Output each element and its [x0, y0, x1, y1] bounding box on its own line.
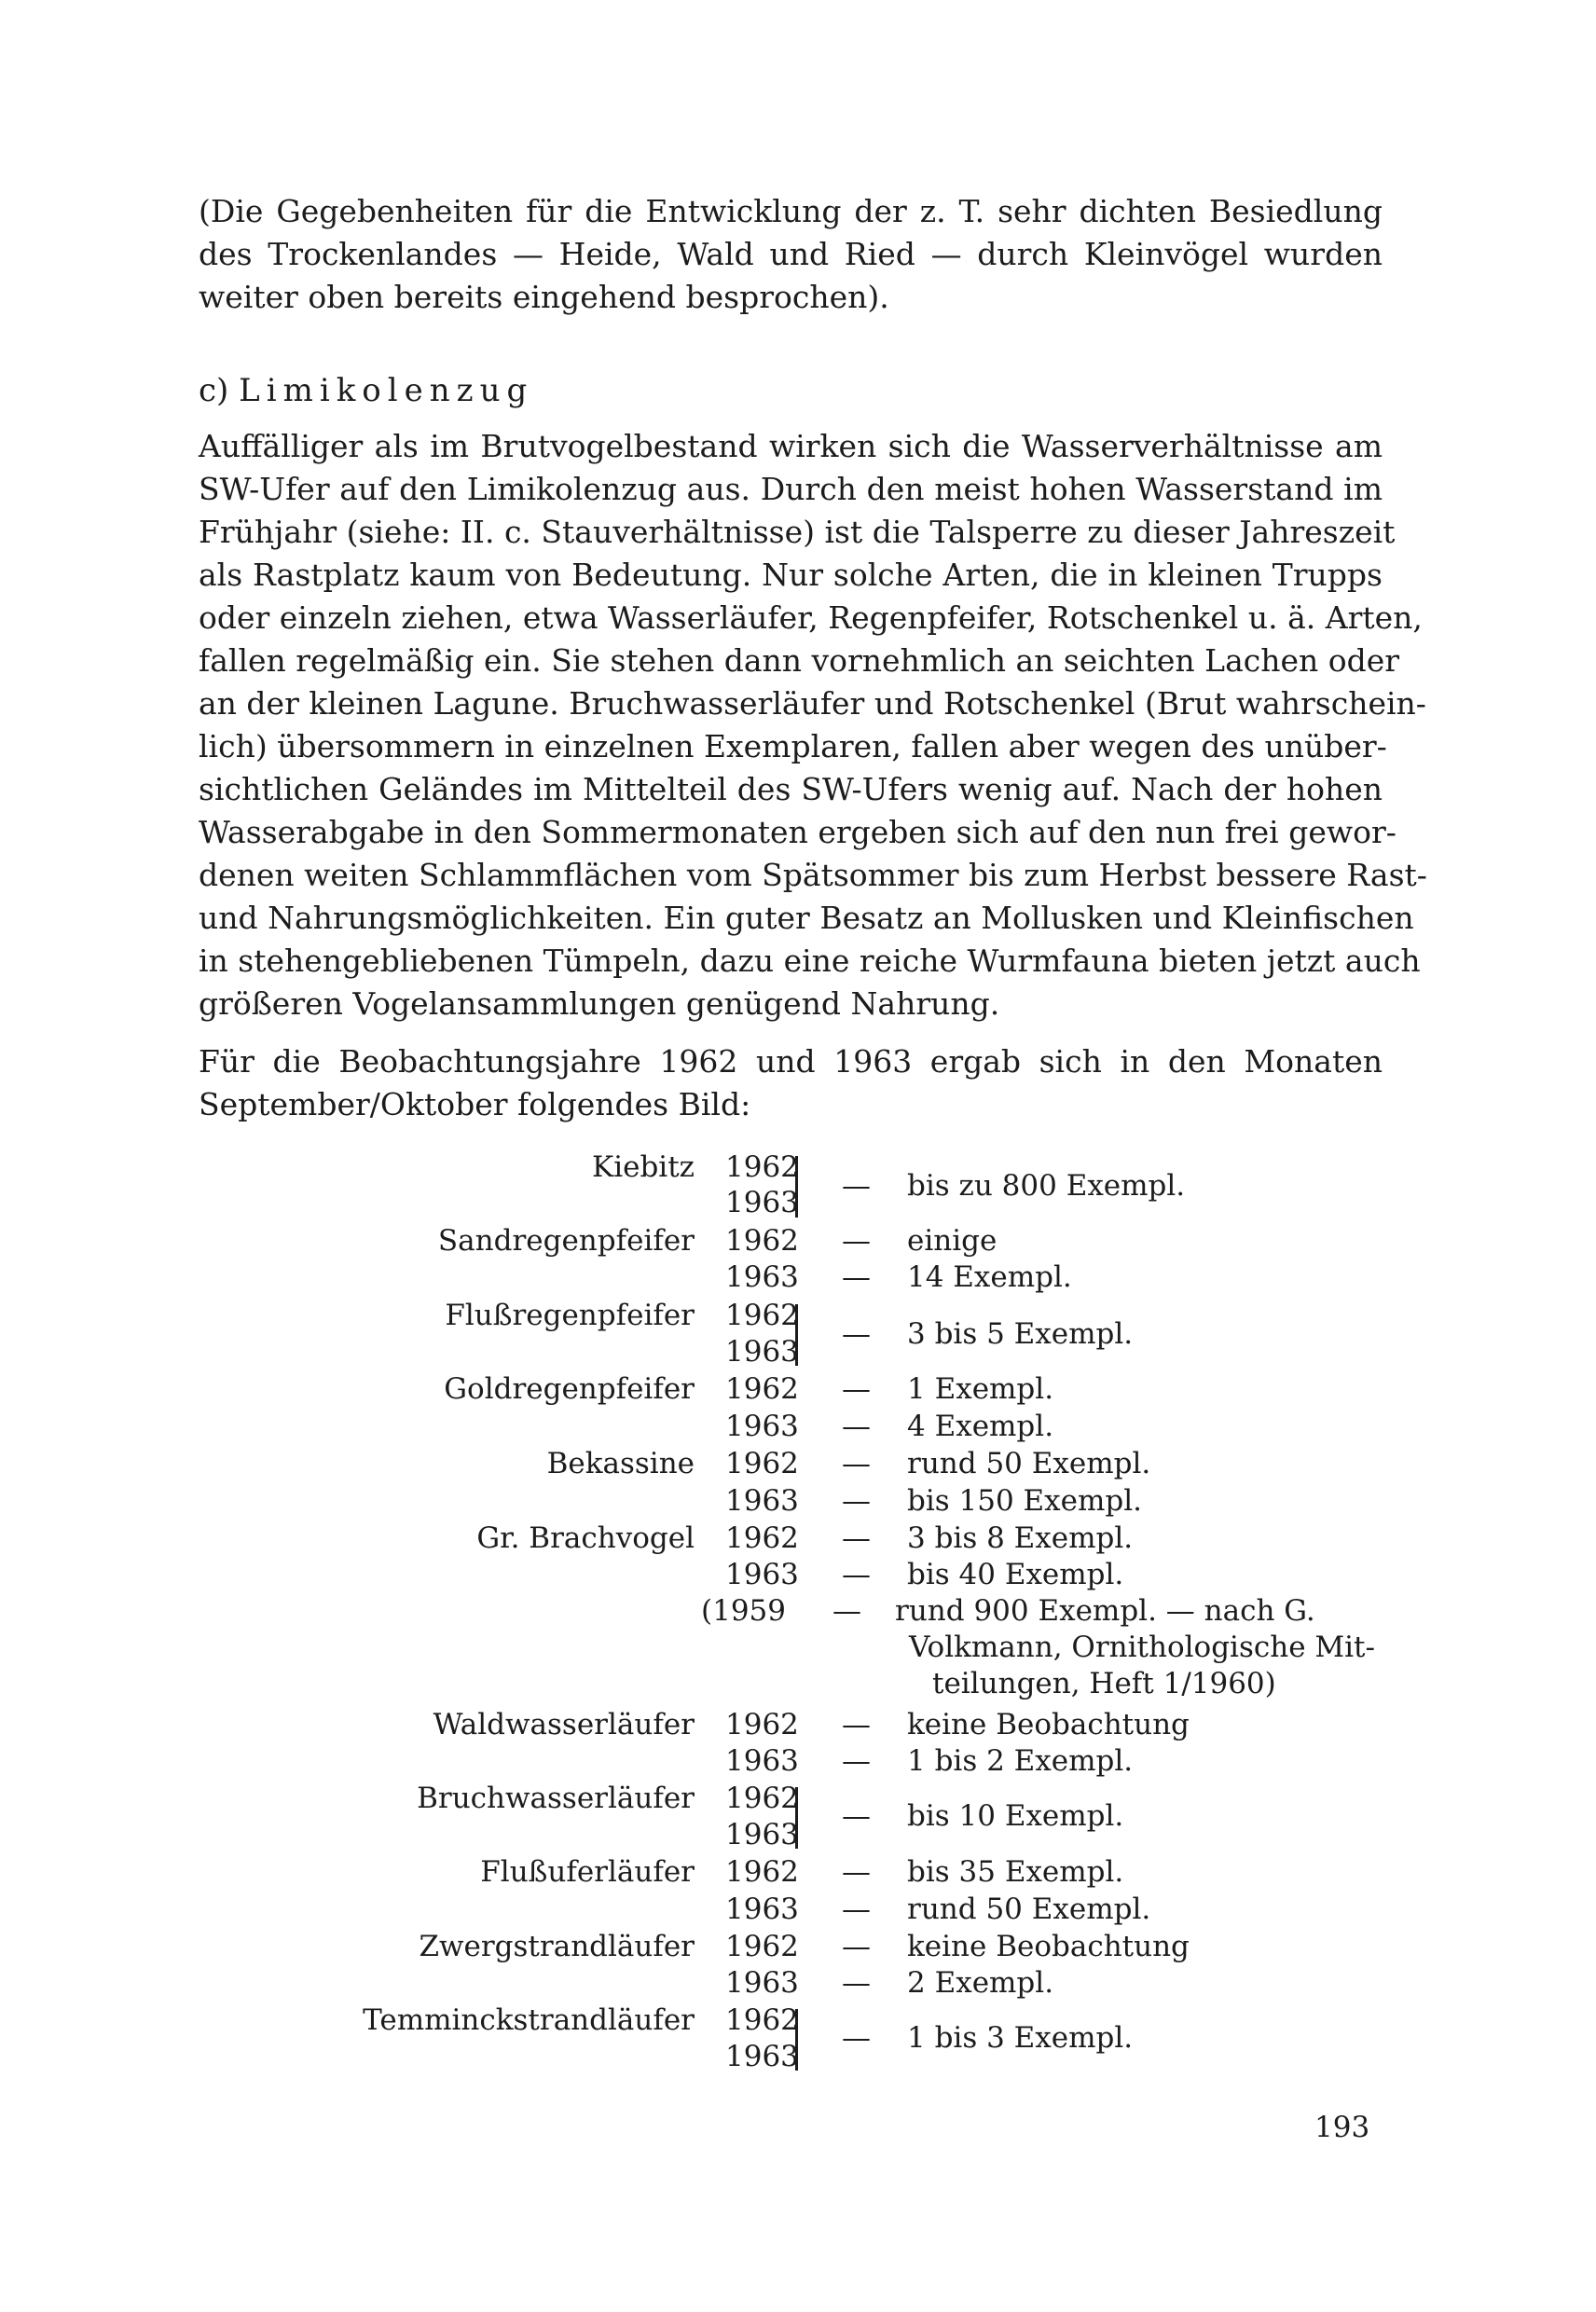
species-name: Zwergstrandläufer [419, 1930, 695, 1963]
dash: — [842, 1855, 871, 1889]
year-cell: 1962 [725, 1447, 799, 1480]
text-line: an der kleinen Lagune. Bruchwasserläufer und Rotschenkel (Brut wahrschein- [199, 685, 1426, 722]
species-name: Temminckstrandläufer [363, 2003, 695, 2037]
text-line: (Die Gegebenheiten für die Entwicklung der z. T. sehr dichten Besiedlung [199, 193, 1383, 229]
observation-text: 1 bis 2 Exempl. [907, 1744, 1134, 1778]
dash: — [832, 1594, 861, 1628]
species-name: Flußuferläufer [480, 1855, 695, 1889]
text-line: SW-Ufer auf den Limikolenzug aus. Durch den meist hohen Wasserstand im [199, 471, 1383, 507]
species-name: Goldregenpfeifer [444, 1372, 695, 1406]
dash: — [842, 1260, 871, 1294]
text-line: des Trockenlandes — Heide, Wald und Ried — durch Kleinvögel wurden [199, 236, 1383, 272]
text-line: als Rastplatz kaum von Bedeutung. Nur solche Arten, die in kleinen Trupps [199, 557, 1383, 593]
year-cell: 1963 [725, 1410, 799, 1443]
observation-text: 3 bis 5 Exempl. [907, 1317, 1134, 1351]
year-cell: 1962 [725, 1708, 799, 1741]
observation-text: 14 Exempl. [907, 1260, 1072, 1294]
dash: — [842, 1521, 871, 1555]
text-line: größeren Vogelansammlungen genügend Nahrung. [199, 985, 1000, 1022]
year-cell: (1959 [701, 1594, 786, 1628]
observation-text: 2 Exempl. [907, 1966, 1054, 2000]
observation-text: 3 bis 8 Exempl. [907, 1521, 1134, 1555]
text-line: sichtlichen Geländes im Mittelteil des SW-Ufers wenig auf. Nach der hohen [199, 771, 1383, 807]
dash: — [842, 1708, 871, 1741]
dash: — [842, 1799, 871, 1833]
species-name: Kiebitz [592, 1150, 695, 1184]
section-prefix: c) [199, 372, 229, 409]
year-cell: 1963 [725, 2040, 799, 2073]
text-line: und Nahrungsmöglichkeiten. Ein guter Besatz an Mollusken und Kleinfischen [199, 900, 1414, 936]
year-cell: 1962 [725, 1224, 799, 1258]
year-cell: 1963 [725, 1558, 799, 1591]
text-line: fallen regelmäßig ein. Sie stehen dann vornehmlich an seichten Lachen oder [199, 642, 1400, 679]
year-cell: 1963 [725, 1966, 799, 2000]
observation-text: bis 35 Exempl. [907, 1855, 1124, 1889]
species-name: Bruchwasserläufer [417, 1782, 695, 1815]
observation-text: rund 900 Exempl. — nach G. [895, 1594, 1315, 1628]
species-name: Sandregenpfeifer [437, 1224, 695, 1258]
text-line: oder einzeln ziehen, etwa Wasserläufer, Regenpfeifer, Rotschenkel u. ä. Arten, [199, 599, 1423, 636]
text-line: weiter oben bereits eingehend besprochen). [199, 279, 889, 315]
dash: — [842, 1558, 871, 1591]
species-name: Gr. Brachvogel [476, 1521, 695, 1555]
brace-icon [791, 1304, 798, 1366]
observation-text: rund 50 Exempl. [907, 1447, 1151, 1480]
observation-text: bis 40 Exempl. [907, 1558, 1124, 1591]
text-line: Wasserabgabe in den Sommermonaten ergeben sich auf den nun frei gewor- [199, 814, 1396, 850]
text-line: Frühjahr (siehe: II. c. Stauverhältnisse) ist die Talsperre zu dieser Jahreszeit [199, 514, 1396, 550]
observation-text: rund 50 Exempl. [907, 1892, 1151, 1926]
year-cell: 1962 [725, 1782, 799, 1815]
text-line: Auffälliger als im Brutvogelbestand wirken sich die Wasserverhältnisse am [199, 428, 1383, 464]
observation-text: keine Beobachtung [907, 1930, 1190, 1963]
year-cell: 1963 [725, 1335, 799, 1369]
dash: — [842, 1224, 871, 1258]
year-cell: 1962 [725, 1372, 799, 1406]
year-cell: 1963 [725, 1744, 799, 1778]
brace-icon [791, 2009, 798, 2071]
year-cell: 1962 [725, 1150, 799, 1184]
dash: — [842, 1744, 871, 1778]
text-line: lich) übersommern in einzelnen Exemplaren, fallen aber wegen des unüber- [199, 728, 1387, 764]
year-cell: 1963 [725, 1186, 799, 1219]
year-cell: 1962 [725, 1855, 799, 1889]
dash: — [842, 1169, 871, 1203]
year-cell: 1963 [725, 1260, 799, 1294]
observation-text: Volkmann, Ornithologische Mit- [909, 1631, 1375, 1664]
text-line: in stehengebliebenen Tümpeln, dazu eine reiche Wurmfauna bieten jetzt auch [199, 943, 1421, 979]
year-cell: 1962 [725, 2003, 799, 2037]
dash: — [842, 1372, 871, 1406]
dash: — [842, 1966, 871, 2000]
dash: — [842, 2021, 871, 2055]
year-cell: 1963 [725, 1818, 799, 1851]
observation-text: teilungen, Heft 1/1960) [932, 1667, 1276, 1700]
species-name: Waldwasserläufer [433, 1708, 695, 1741]
year-cell: 1962 [725, 1521, 799, 1555]
year-cell: 1963 [725, 1484, 799, 1518]
species-name: Bekassine [546, 1447, 695, 1480]
dash: — [842, 1892, 871, 1926]
observation-text: einige [907, 1224, 998, 1258]
brace-icon [791, 1156, 798, 1218]
page-number: 193 [1314, 2111, 1370, 2144]
observation-text: bis 150 Exempl. [907, 1484, 1143, 1518]
text-line: September/Oktober folgendes Bild: [199, 1086, 751, 1122]
dash: — [842, 1317, 871, 1351]
text-line: Für die Beobachtungsjahre 1962 und 1963 ergab sich in den Monaten [199, 1043, 1383, 1080]
observation-text: 1 Exempl. [907, 1372, 1054, 1406]
dash: — [842, 1930, 871, 1963]
year-cell: 1963 [725, 1892, 799, 1926]
section-title: Limikolenzug [239, 372, 534, 409]
species-name: Flußregenpfeifer [445, 1299, 695, 1332]
year-cell: 1962 [725, 1299, 799, 1332]
text-line: denen weiten Schlammflächen vom Spätsommer bis zum Herbst bessere Rast- [199, 857, 1427, 893]
dash: — [842, 1447, 871, 1480]
dash: — [842, 1484, 871, 1518]
brace-icon [791, 1787, 798, 1849]
year-cell: 1962 [725, 1930, 799, 1963]
observation-text: 4 Exempl. [907, 1410, 1054, 1443]
observation-text: 1 bis 3 Exempl. [907, 2021, 1134, 2055]
observation-text: keine Beobachtung [907, 1708, 1190, 1741]
dash: — [842, 1410, 871, 1443]
observation-text: bis 10 Exempl. [907, 1799, 1124, 1833]
observation-text: bis zu 800 Exempl. [907, 1169, 1186, 1203]
